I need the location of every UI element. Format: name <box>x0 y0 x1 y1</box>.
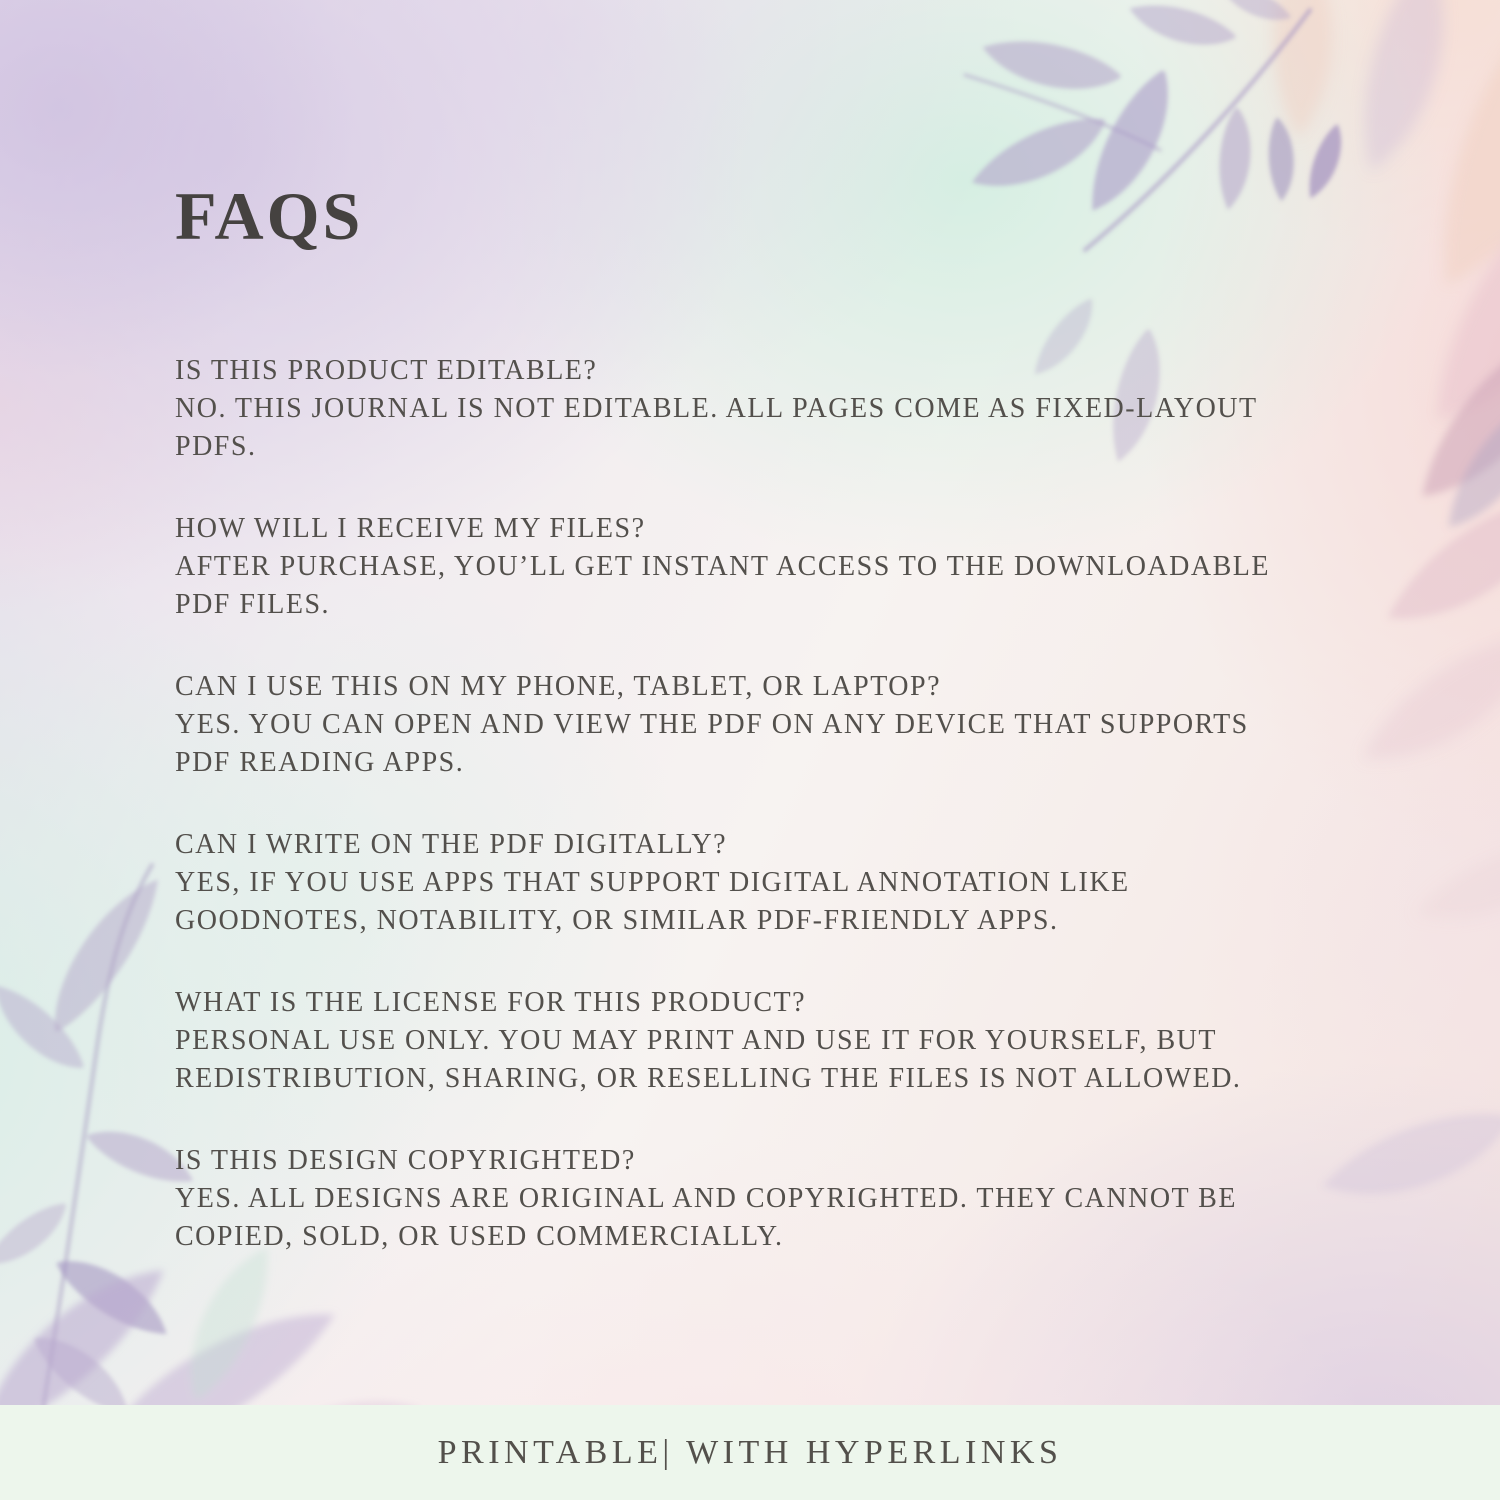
faq-answer-line: YES, IF YOU USE APPS THAT SUPPORT DIGITAL ANNOTATION LIKE <box>175 867 1130 898</box>
faq-answer-line: PDF FILES. <box>175 589 331 620</box>
faq-answer-line: YES. YOU CAN OPEN AND VIEW THE PDF ON ANY DEVICE THAT SUPPORTS <box>175 709 1249 740</box>
faq-list <box>175 352 1445 1300</box>
footer-bar <box>0 1405 1500 1500</box>
faq-question: IS THIS PRODUCT EDITABLE? <box>175 355 598 386</box>
faq-answer-line: PERSONAL USE ONLY. YOU MAY PRINT AND USE IT FOR YOURSELF, BUT <box>175 1025 1217 1056</box>
faq-item <box>175 1142 1445 1256</box>
page-title: FAQS <box>175 178 364 254</box>
faq-item <box>175 984 1445 1098</box>
faq-item <box>175 668 1445 782</box>
faq-item <box>175 352 1445 466</box>
faq-answer-line: NO. THIS JOURNAL IS NOT EDITABLE. ALL PAGES COME AS FIXED-LAYOUT <box>175 393 1258 424</box>
faq-answer-line: AFTER PURCHASE, YOU’LL GET INSTANT ACCESS TO THE DOWNLOADABLE <box>175 551 1270 582</box>
footer-text: PRINTABLE| WITH HYPERLINKS <box>437 1433 1063 1471</box>
faq-answer-line: YES. ALL DESIGNS ARE ORIGINAL AND COPYRIGHTED. THEY CANNOT BE <box>175 1183 1237 1214</box>
faq-question: HOW WILL I RECEIVE MY FILES? <box>175 513 646 544</box>
faq-answer-line: REDISTRIBUTION, SHARING, OR RESELLING THE FILES IS NOT ALLOWED. <box>175 1063 1242 1094</box>
faq-item <box>175 826 1445 940</box>
faq-item <box>175 510 1445 624</box>
faq-question: CAN I USE THIS ON MY PHONE, TABLET, OR LAPTOP? <box>175 671 942 702</box>
faq-question: IS THIS DESIGN COPYRIGHTED? <box>175 1145 636 1176</box>
faq-answer-line: COPIED, SOLD, OR USED COMMERCIALLY. <box>175 1221 784 1252</box>
faq-answer-line: PDFS. <box>175 431 257 462</box>
faq-answer-line: PDF READING APPS. <box>175 747 465 778</box>
faq-question: WHAT IS THE LICENSE FOR THIS PRODUCT? <box>175 987 807 1018</box>
faq-answer-line: GOODNOTES, NOTABILITY, OR SIMILAR PDF-FRIENDLY APPS. <box>175 905 1059 936</box>
faq-question: CAN I WRITE ON THE PDF DIGITALLY? <box>175 829 728 860</box>
